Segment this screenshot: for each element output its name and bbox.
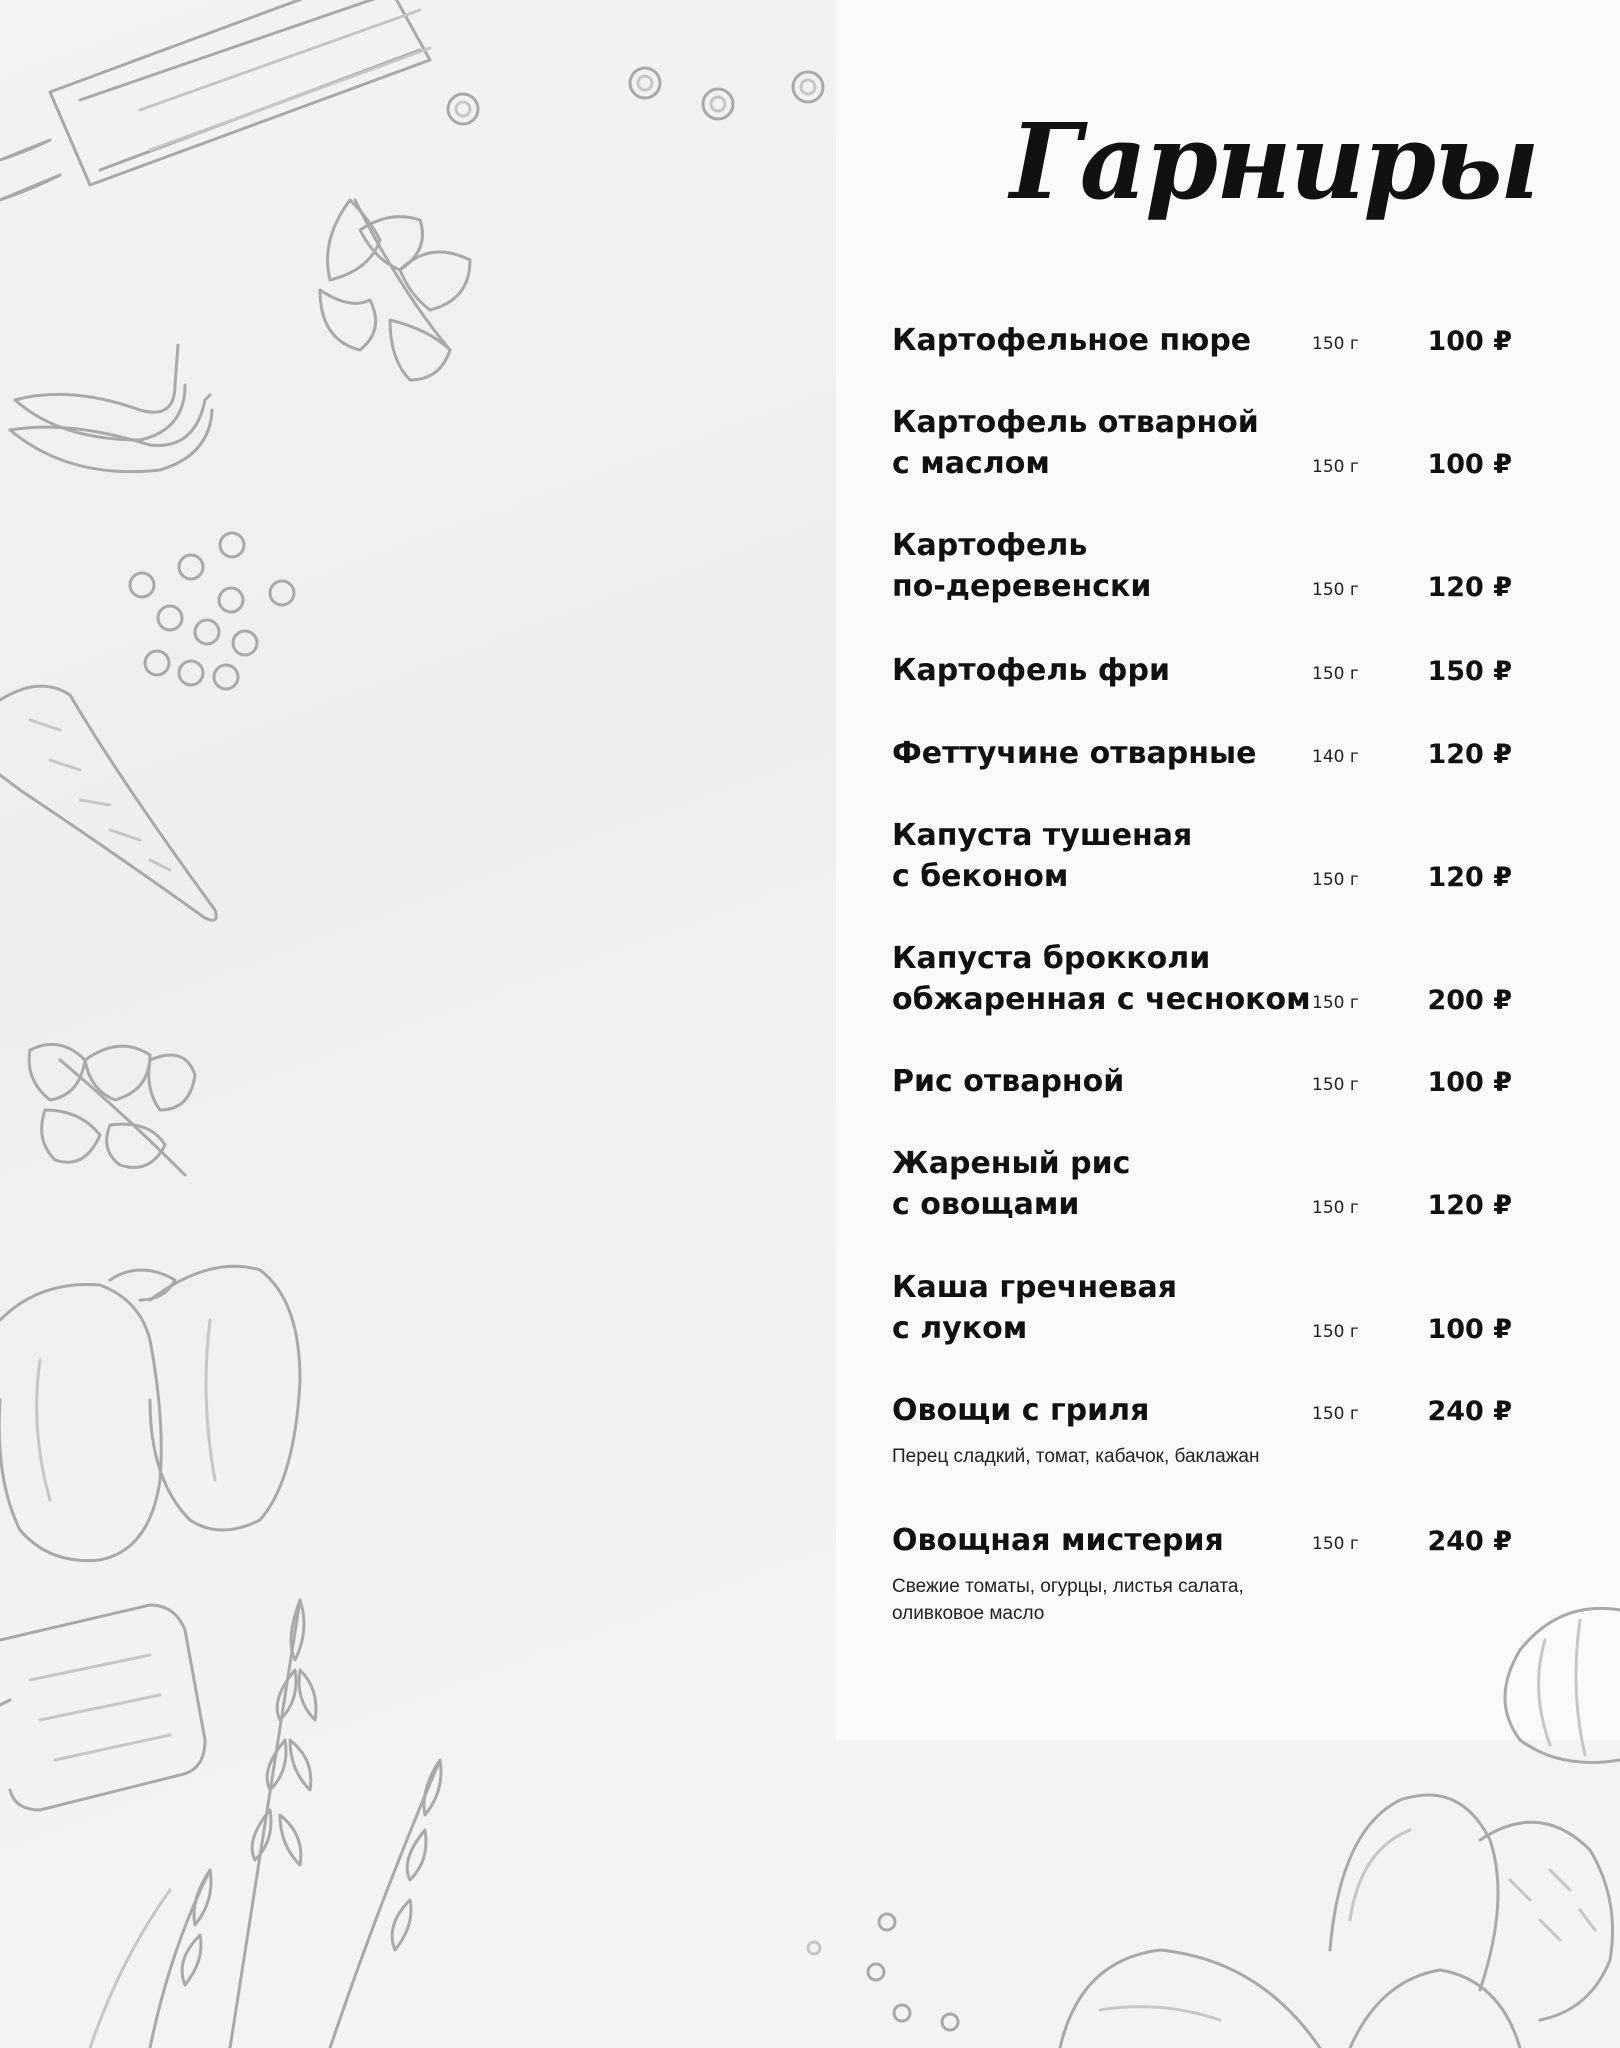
item-weight: 150 г	[1312, 1198, 1359, 1218]
item-price: 120 ₽	[1427, 1190, 1512, 1221]
item-name: Феттучине отварные	[892, 736, 1257, 771]
item-name: Картофельное пюре	[892, 323, 1252, 358]
item-price: 100 ₽	[1427, 1067, 1512, 1098]
item-weight: 150 г	[1312, 1404, 1359, 1424]
item-name: Овощи с гриля	[892, 1393, 1150, 1428]
peppercorn-small-icon	[808, 1914, 958, 2030]
item-weight: 150 г	[1312, 664, 1359, 684]
item-weight: 150 г	[1312, 993, 1359, 1013]
item-name: Капуста брокколи обжаренная с чесноком	[892, 941, 1311, 1017]
item-price: 120 ₽	[1427, 739, 1512, 770]
item-name: Рис отварной	[892, 1064, 1125, 1099]
spatula-icon	[0, 1605, 205, 1810]
item-name: Капуста тушеная с беконом	[892, 818, 1193, 894]
parsley-icon	[320, 200, 470, 380]
item-weight: 150 г	[1312, 334, 1359, 354]
item-name: Овощная мистерия	[892, 1523, 1224, 1558]
item-name: Картофель отварной с маслом	[892, 405, 1259, 481]
peppercorn-cluster-icon	[130, 533, 294, 689]
item-price: 100 ₽	[1427, 326, 1512, 357]
carrot-icon	[0, 686, 216, 920]
rolling-pin-icon	[0, 0, 430, 200]
item-weight: 150 г	[1312, 870, 1359, 890]
item-price: 120 ₽	[1427, 572, 1512, 603]
item-weight: 140 г	[1312, 747, 1359, 767]
item-price: 100 ₽	[1427, 1314, 1512, 1345]
peppercorn-icon	[448, 68, 823, 124]
item-name: Картофель по-деревенски	[892, 528, 1152, 604]
item-weight: 150 г	[1312, 580, 1359, 600]
bell-pepper-icon	[0, 1266, 300, 1560]
bread-basket-icon	[1060, 1795, 1613, 2048]
item-price: 150 ₽	[1427, 656, 1512, 687]
item-price: 120 ₽	[1427, 862, 1512, 893]
item-name: Каша гречневая с луком	[892, 1270, 1177, 1346]
item-weight: 150 г	[1312, 1534, 1359, 1554]
item-price: 240 ₽	[1427, 1396, 1512, 1427]
page-title: Гарниры	[1010, 100, 1538, 223]
chili-pepper-icon	[10, 345, 212, 472]
item-price: 240 ₽	[1427, 1526, 1512, 1557]
item-weight: 150 г	[1312, 457, 1359, 477]
item-description: Перец сладкий, томат, кабачок, баклажан	[892, 1446, 1260, 1467]
item-description: Свежие томаты, огурцы, листья салата, оливковое масло	[892, 1576, 1244, 1624]
item-price: 100 ₽	[1427, 449, 1512, 480]
item-weight: 150 г	[1312, 1322, 1359, 1342]
garlic-icon	[1505, 1608, 1620, 1762]
wheat-icon	[90, 1600, 441, 2048]
item-price: 200 ₽	[1427, 985, 1512, 1016]
item-name: Жареный рис с овощами	[892, 1146, 1131, 1222]
item-name: Картофель фри	[892, 653, 1170, 688]
item-weight: 150 г	[1312, 1075, 1359, 1095]
parsley-leaf-icon	[29, 1044, 195, 1175]
